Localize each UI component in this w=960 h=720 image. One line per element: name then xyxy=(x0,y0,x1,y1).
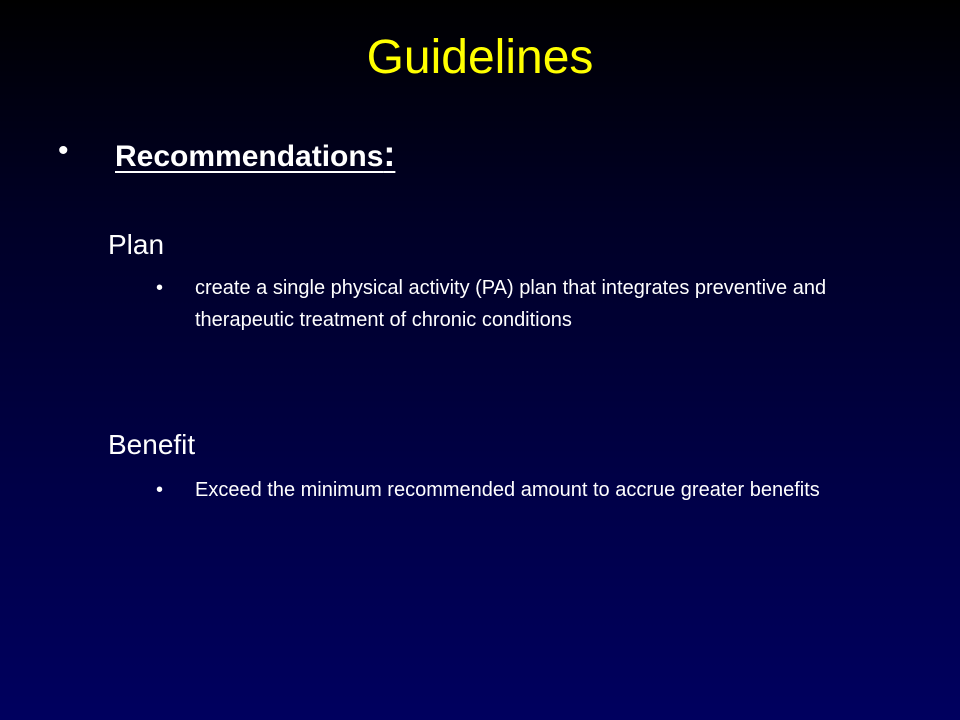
plan-text: create a single physical activity (PA) plan that integrates preventive and therapeutic treatment of chronic conditions xyxy=(195,277,827,331)
plan-heading: Plan xyxy=(108,229,165,260)
main-bullet: • xyxy=(58,134,69,167)
slide-title: Guidelines xyxy=(366,31,594,84)
recommendations-heading-text: Recommendations xyxy=(115,140,384,173)
recommendations-heading-colon: : xyxy=(383,133,396,174)
benefit-bullet: • xyxy=(156,479,164,501)
benefit-text: Exceed the minimum recommended amount to accrue greater benefits xyxy=(195,479,820,501)
recommendations-heading xyxy=(115,134,395,177)
benefit-heading: Benefit xyxy=(108,429,196,460)
plan-bullet: • xyxy=(156,277,164,299)
